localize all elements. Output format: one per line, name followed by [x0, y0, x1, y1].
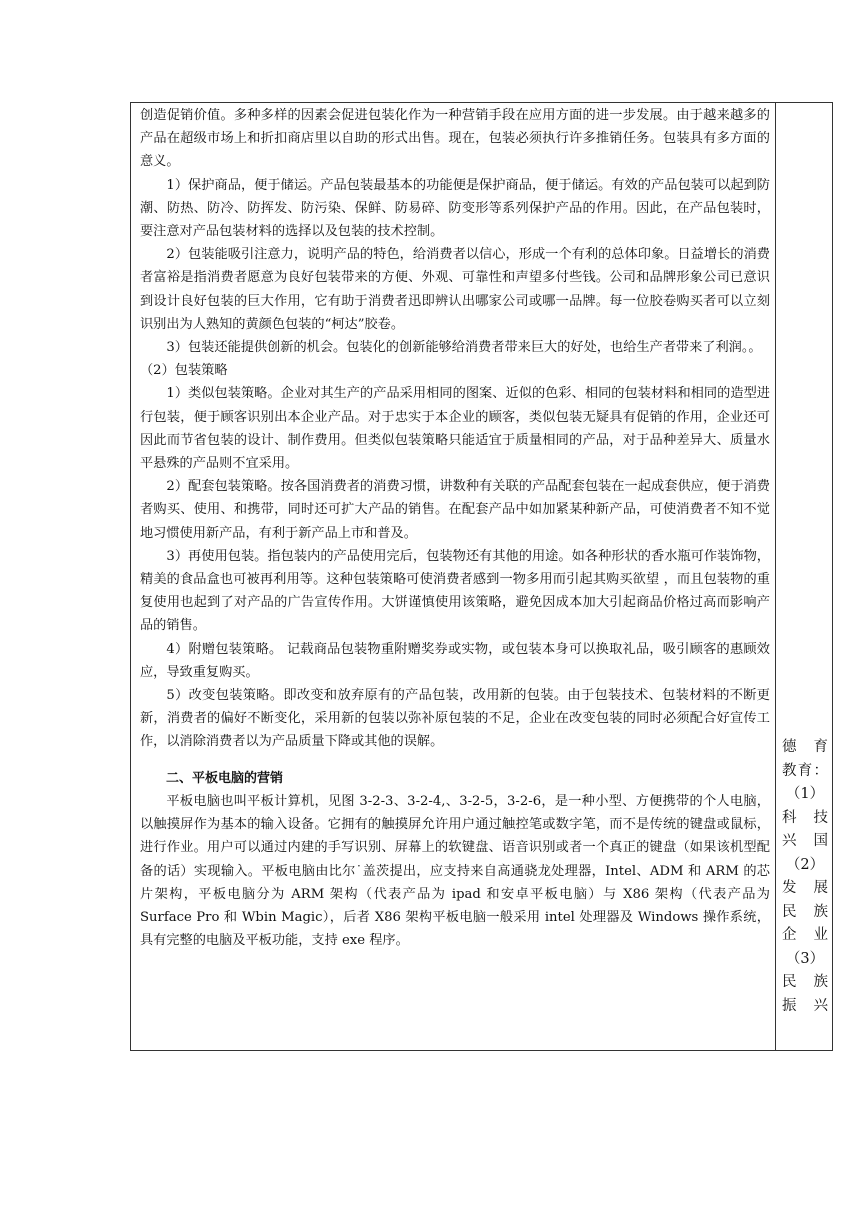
side-line: 德 育 — [782, 739, 828, 755]
side-line: 发 展 — [782, 880, 828, 896]
side-line: 企业 — [782, 927, 828, 943]
side-line: 民 族 — [782, 974, 828, 990]
heading-tablet-marketing: 二、平板电脑的营销 — [166, 770, 284, 786]
side-line: （2） — [785, 856, 825, 873]
paragraph-gift-packaging: 4）附赠包装策略。 记载商品包装物重附赠奖券或实物，或包装本身可以换取礼品，吸引顾客的惠顾效应，导致重复购买。 — [140, 641, 770, 680]
paragraph-reuse-packaging: 3）再使用包装。指包装内的产品使用完后，包装物还有其他的用途。如各种形状的香水瓶可作装饰物，精美的食品盒也可被再利用等。这种包装策略可使消费者感到一物多用而引起其购买欲望 ，而且包装物的重复使用也起到了对产品的广告宣传作用。大饼谨慎使用该策略，避免因成本加大引起商品价格过高而影响产品的销售。 — [140, 548, 770, 634]
side-line: 振兴 — [782, 997, 828, 1014]
side-line: （1） — [785, 786, 825, 802]
moral-education-cell — [782, 736, 828, 1018]
side-line: （3） — [785, 950, 825, 967]
side-line: 教育： — [782, 762, 828, 779]
paragraph-innovate: 3）包装还能提供创新的机会。包装化的创新能够给消费者带来巨大的好处，也给生产者带来了利润。。 — [166, 340, 762, 356]
side-line: 兴国 — [782, 833, 828, 849]
paragraph-bundle-packaging: 2）配套包装策略。按各国消费者的消费习惯，讲数种有关联的产品配套包装在一起成套供应，便于消费者购买、使用、和携带，同时还可扩大产品的销售。在配套产品中如加紧某种新产品，可使消费者不知不觉地习惯使用新产品，有利于新产品上市和普及。 — [140, 479, 770, 541]
paragraph-tablet: 平板电脑也叫平板计算机，见图 3-2-3、3-2-4,、3-2-5，3-2-6，是一种小型、方便携带的个人电脑，以触摸屏作为基本的输入设备。它拥有的触摸屏允许用户通过触控笔或数字笔，而不是传统的键盘或鼠标，进行作业。用户可以通过内建的手写识别、屏幕上的软键盘、语音识别或者一个真正的键盘（如果该机型配备的话）实现输入。平板电脑由比尔˙盖茨提出，应支持来自高通骁龙处理器，Intel、ADM 和 ARM 的芯片架构，平板电脑分为 ARM 架构（代表产品为 ipad 和安卓平板电脑）与 X86 架构（代表产品为 Surface Pro 和 Wbin Magic），后者 X86 架构平板电脑一般采用 intel 处理器及 Windows 操作系统，具有完整的电脑及平板功能，支持 exe 程序。 — [140, 793, 770, 949]
paragraph-attract: 2）包装能吸引注意力，说明产品的特色，给消费者以信心，形成一个有利的总体印象。日益增长的消费者富裕是指消费者愿意为良好包装带来的方便、外观、可靠性和声望多付些钱。公司和品牌形象公司已意识到设计良好包装的巨大作用，它有助于消费者迅即辨认出哪家公司或哪一品牌。每一位胶卷购买者可以立刻识别出为人熟知的黄颜色包装的“柯达”胶卷。 — [140, 247, 770, 332]
side-line: 民 族 — [782, 903, 828, 920]
side-line: 科 技 — [782, 809, 828, 826]
paragraph-intro: 创造促销价值。多种多样的因素会促进包装化作为一种营销手段在应用方面的进一步发展。由于越来越多的产品在超级市场上和折扣商店里以自助的形式出售。现在，包装必须执行许多推销任务。包装具有多方面的意义。 — [140, 108, 770, 170]
paragraph-protect: 1）保护商品，便于储运。产品包装最基本的功能便是保护商品，便于储运。有效的产品包装可以起到防潮、防热、防冷、防挥发、防污染、保鲜、防易碎、防变形等系列保护产品的作用。因此，在产品包装时，要注意对产品包装材料的选择以及包装的技术控制。 — [140, 177, 770, 240]
paragraph-change-packaging: 5）改变包装策略。即改变和放弃原有的产品包装，改用新的包装。由于包装技术、包装材料的不断更新，消费者的偏好不断变化，采用新的包装以弥补原包装的不足，企业在改变包装的同时必须配合好宣传工作，以消除消费者以为产品质量下降或其他的误解。 — [140, 688, 770, 750]
section-packaging-strategy: （2）包装策略 — [140, 363, 228, 379]
paragraph-similar-packaging: 1）类似包装策略。企业对其生产的产品采用相同的图案、近似的色彩、相同的包装材料和相同的造型进行包装，便于顾客识别出本企业产品。对于忠实于本企业的顾客，类似包装无疑具有促销的作用，企业还可因此而节省包装的设计、制作费用。但类似包装策略只能适宜于质量相同的产品，对于品种差异大、质量水平悬殊的产品则不宜采用。 — [140, 386, 770, 472]
main-content-cell — [140, 104, 770, 952]
column-divider — [775, 102, 776, 1051]
